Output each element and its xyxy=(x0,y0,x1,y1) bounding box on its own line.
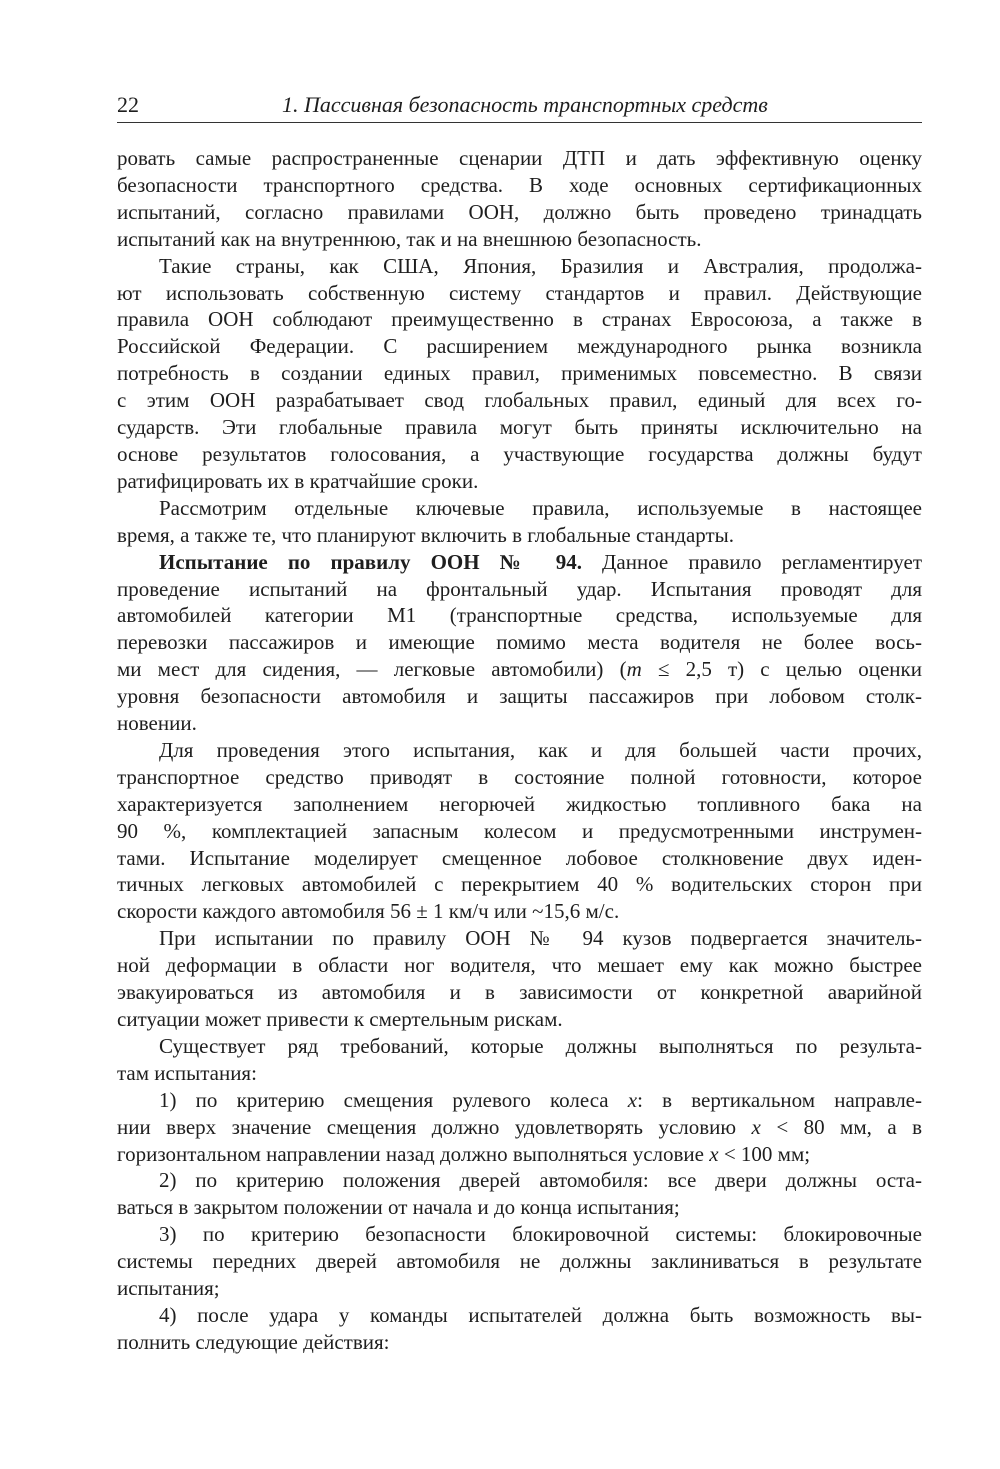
text-run: ≤ 2,5 т) с целью оценки xyxy=(641,657,922,682)
text-line: 2) по критерию положения дверей автомобиля: все двери должны оста- xyxy=(159,1168,922,1193)
text-line: сударств. Эти глобальные правила могут быть приняты исключительно на xyxy=(117,415,922,440)
text-line: правила ООН соблюдают преимущественно в странах Евросоюза, а также в xyxy=(117,307,922,332)
text-line: При испытании по правилу ООН № 94 кузов подвергается значитель- xyxy=(159,926,922,951)
text-line: с этим ООН разрабатывает свод глобальных правил, единый для всех го- xyxy=(117,388,922,413)
text-line: ной деформации в области ног водителя, что мешает ему как можно быстрее xyxy=(117,953,922,978)
text-line xyxy=(117,656,922,683)
text-line: полнить следующие действия: xyxy=(117,1329,390,1354)
text-line: потребность в создании единых правил, применимых повсеместно. В связи xyxy=(117,361,922,386)
text-line: ровать самые распространенные сценарии ДТП и дать эффективную оценку xyxy=(117,146,922,170)
text-line: скорости каждого автомобиля 56 ± 1 км/ч или ~15,6 м/с. xyxy=(117,899,620,924)
text-run: : в вертикальном направле- xyxy=(637,1087,922,1112)
text-line: Российской Федерации. С расширением международного рынка возникла xyxy=(117,334,922,359)
paragraph xyxy=(117,1221,922,1302)
text-line: перевозки пассажиров и имеющие помимо места водителя не более вось- xyxy=(117,630,922,655)
text-line: транспортное средство приводят в состояние полной готовности, которое xyxy=(117,764,922,789)
paragraph xyxy=(117,1302,922,1356)
text-run: горизонтальном направлении назад должно выполняться условие xyxy=(117,1141,710,1166)
text-line: Существует ряд требований, которые должны выполняться по результа- xyxy=(159,1033,922,1058)
paragraph xyxy=(117,1167,922,1221)
italic-run: x xyxy=(709,1141,719,1166)
text-line: проведение испытаний на фронтальный удар. Испытания проводят для xyxy=(117,576,922,601)
text-line: ратифицировать их в кратчайшие сроки. xyxy=(117,468,479,493)
text-line: автомобилей категории М1 (транспортные средства, используемые для xyxy=(117,603,922,628)
text-line: тами. Испытание моделирует смещенное лобовое столкновение двух иден- xyxy=(117,845,922,870)
running-title: 1. Пассивная безопасность транспортных средств xyxy=(282,92,768,117)
text-line: характеризуется заполнением негорючей жидкостью топливного бака на xyxy=(117,791,922,816)
text-line: Такие страны, как США, Япония, Бразилия и Австралия, продолжа- xyxy=(159,253,922,278)
bold-run: Испытание по правилу ООН № 94. xyxy=(159,549,582,574)
text-line: ситуации может привести к смертельным рискам. xyxy=(117,1007,563,1031)
page-number: 22 xyxy=(117,92,139,117)
italic-run: x xyxy=(751,1114,761,1139)
text-line: эвакуироваться из автомобиля и в зависимости от конкретной аварийной xyxy=(117,980,922,1005)
text-line: ют использовать собственную систему стандартов и правил. Действующие xyxy=(117,280,922,305)
paragraph xyxy=(117,925,922,1033)
text-line: тичных легковых автомобилей с перекрытием 40 % водительских сторон при xyxy=(117,872,922,897)
text-run: < 80 мм, а в xyxy=(760,1114,922,1139)
text-run: нии вверх значение смещения должно удовлетворять условию xyxy=(117,1114,752,1139)
text-run: 1) по критерию смещения рулевого колеса xyxy=(159,1087,628,1112)
paragraph xyxy=(117,737,922,925)
text-line: там испытания: xyxy=(117,1060,257,1085)
text-run: ми мест для сидения, — легковые автомобили) ( xyxy=(117,657,627,682)
text-line: 90 %, комплектацией запасным колесом и предусмотренными инструмен- xyxy=(117,818,922,843)
text-line: новении. xyxy=(117,711,197,736)
italic-run: m xyxy=(626,657,642,682)
text-line: безопасности транспортного средства. В ходе основных сертификационных xyxy=(117,172,922,197)
paragraph xyxy=(117,1033,922,1087)
italic-run: x xyxy=(627,1087,638,1112)
text-line: основе результатов голосования, а участвующие государства должны будут xyxy=(117,441,922,466)
text-line xyxy=(117,1087,922,1114)
paragraph xyxy=(117,549,922,737)
text-line xyxy=(117,549,922,576)
paragraph xyxy=(117,495,922,549)
text-line: испытаний, согласно правилами ООН, должно быть проведено тринадцать xyxy=(117,199,922,224)
text-line: испытания; xyxy=(117,1276,220,1301)
text-run: < 100 мм; xyxy=(718,1141,811,1166)
page-body xyxy=(117,145,922,1356)
text-run: Данное правило регламентирует xyxy=(581,549,922,574)
text-line: Рассмотрим отдельные ключевые правила, используемые в настоящее xyxy=(159,495,922,520)
text-line: Для проведения этого испытания, как и для большей части прочих, xyxy=(159,737,922,762)
text-line: 4) после удара у команды испытателей должна быть возможность вы- xyxy=(159,1302,922,1327)
text-line: время, а также те, что планируют включить в глобальные стандарты. xyxy=(117,522,735,547)
text-line xyxy=(117,1114,922,1141)
text-line: 3) по критерию безопасности блокировочной системы: блокировочные xyxy=(159,1222,922,1247)
text-line: испытаний как на внутреннюю, так и на внешнюю безопасность. xyxy=(117,226,702,251)
text-line: ваться в закрытом положении от начала и до конца испытания; xyxy=(117,1195,680,1220)
running-header xyxy=(117,92,922,123)
text-line: уровня безопасности автомобиля и защиты пассажиров при лобовом столк- xyxy=(117,684,922,709)
text-line xyxy=(117,1141,922,1168)
paragraph xyxy=(117,1087,922,1168)
paragraph xyxy=(117,145,922,253)
paragraph xyxy=(117,253,922,495)
text-line: системы передних дверей автомобиля не должны заклиниваться в результате xyxy=(117,1249,922,1274)
